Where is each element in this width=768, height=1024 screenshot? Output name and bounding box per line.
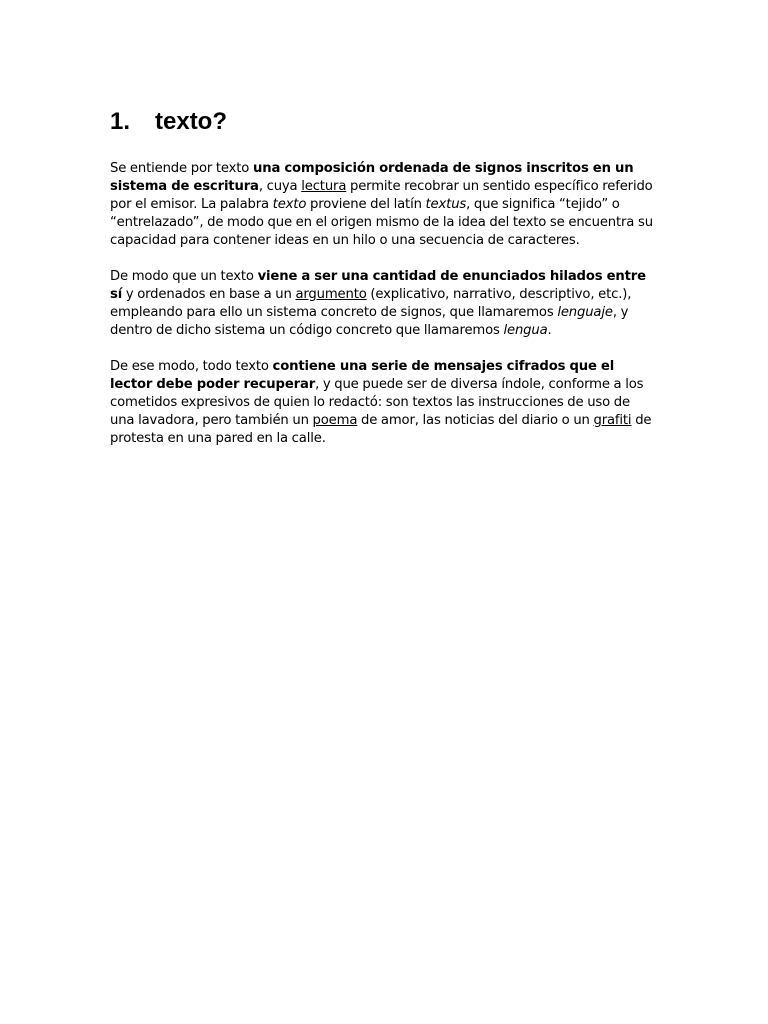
p3-text-d: de amor, las noticias del diario o un [357,413,594,428]
section-heading [110,104,655,140]
p2-text-c: y ordenados en base a un [122,287,296,302]
paragraph-3 [110,358,655,448]
grafiti-link[interactable]: grafiti [593,413,632,428]
paragraph-1 [110,160,655,250]
p1-text-d: permite recobrar un sentido específico referido por el emisor. La palabra [110,179,653,212]
p2-text-a: De modo que un texto [110,269,258,284]
p1-bold-definition: una composición ordenada de signos inscritos en un sistema de escritura [110,161,634,194]
p1-text-a: Se entiende por texto [110,161,253,176]
p1-text-c: , cuya [258,179,302,194]
paragraph-2 [110,268,655,340]
p2-text-h: . [547,323,552,338]
p1-italic-texto: texto [272,197,307,212]
argumento-link[interactable]: argumento [295,287,367,302]
p2-italic-lenguaje: lenguaje [557,305,613,320]
p3-text-a: De ese modo, todo texto [110,359,273,374]
p3-text-c: , y que puede ser de diversa índole, conforme a los cometidos expresivos de quien lo redactó: son textos las instrucciones de uso de una lavadora, pero también un [110,377,644,428]
p1-text-h: , que significa “tejido” o “entrelazado”, de modo que en el origen mismo de la idea del texto se encuentra su capacidad para contener ideas en un hilo o una secuencia de caracteres. [110,197,653,248]
p3-bold-definition: contiene una serie de mensajes cifrados que el lector debe poder recuperar [110,359,615,392]
p2-text-d: (explicativo, narrativo, descriptivo, etc.), empleando para ello un sistema concreto de signos, que llamaremos [110,287,632,320]
p1-italic-textus: textus [425,197,467,212]
p1-text-f: proviene del latín [306,197,426,212]
p2-text-f: , y dentro de dicho sistema un código concreto que llamaremos [110,305,629,338]
p2-italic-lengua: lengua [503,323,548,338]
heading-title: texto? [155,108,227,135]
lectura-link[interactable]: lectura [301,179,347,194]
heading-number: 1. [110,108,131,135]
p3-text-e: de protesta en una pared en la calle. [110,413,652,446]
document-page [110,104,655,448]
poema-link[interactable]: poema [312,413,358,428]
p2-bold-definition: viene a ser una cantidad de enunciados hilados entre sí [110,269,646,302]
